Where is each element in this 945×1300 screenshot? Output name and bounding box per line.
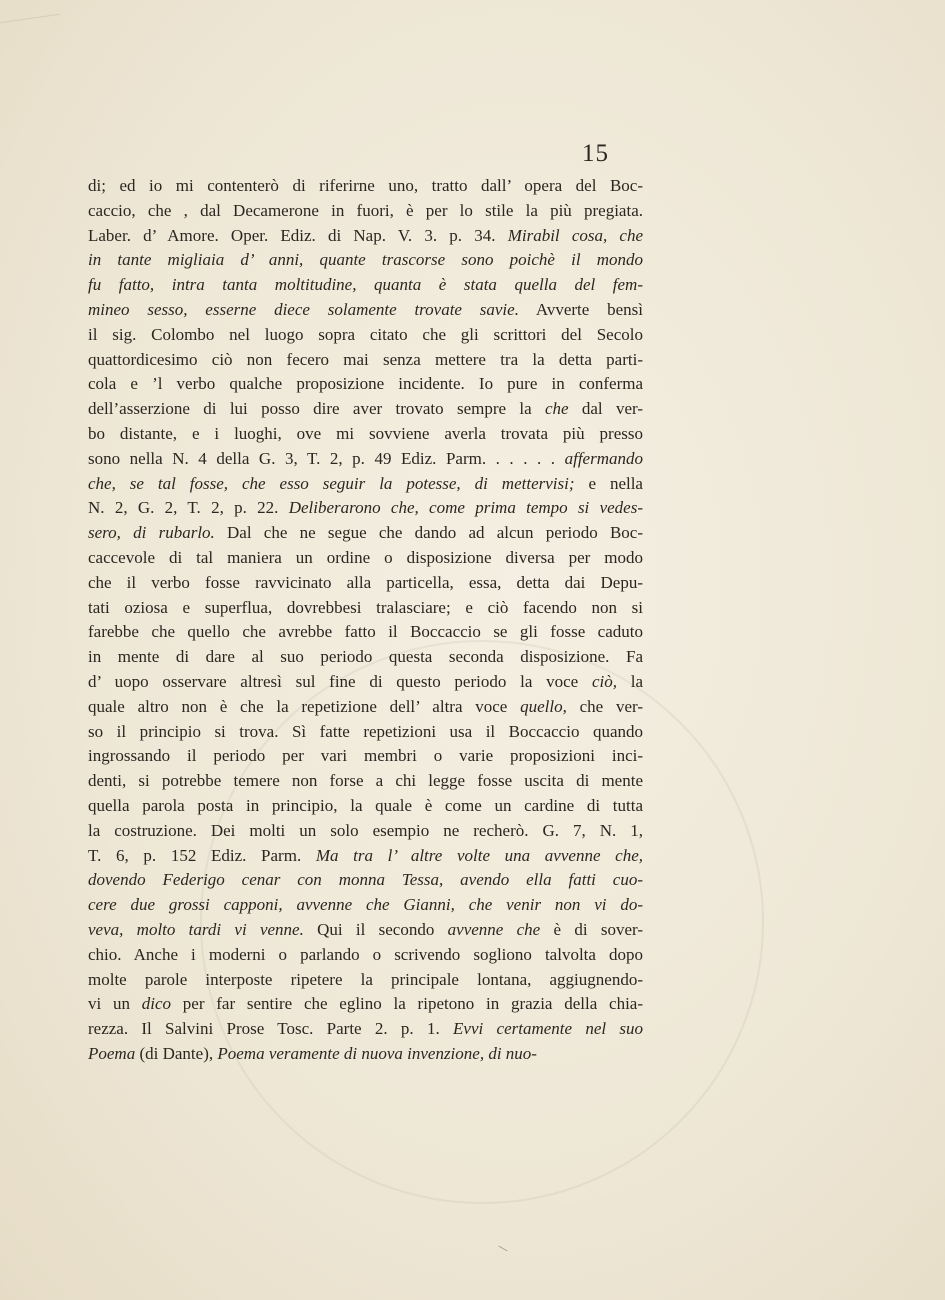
text-line [88,868,643,893]
text-line [88,844,643,869]
italic-quote-segment: quello [520,696,563,716]
text-segment: T. 6, p. 152 Ediz. Parm. [88,845,316,865]
text-segment: il sig. Colombo nel luogo sopra citato che gli scrittori del Secolo [88,324,643,344]
text-line [88,472,643,497]
italic-quote-segment: mineo sesso, esserne diece solamente trovate savie. [88,299,519,319]
text-segment: cola e ’l verbo qualche proposizione incidente. Io pure in conferma [88,374,643,394]
text-line [88,596,643,621]
text-line [88,546,643,571]
italic-quote-segment: Mirabil cosa, che [507,225,643,245]
page-number: 15 [582,140,609,167]
text-segment: per far sentire che eglino la ripetono in grazia della chia- [171,994,643,1014]
text-line [88,422,643,447]
italic-quote-segment: sero, di rubarlo. [88,523,215,543]
text-segment: N. 2, G. 2, T. 2, p. 22. [88,498,289,518]
text-line [88,744,643,769]
text-line [88,992,643,1017]
text-line [88,298,643,323]
text-segment: è di sover- [540,919,643,939]
text-line [88,521,643,546]
text-line [88,720,643,745]
text-segment: (di Dante), [135,1043,218,1063]
text-segment: la costruzione. Dei molti un solo esempio ne recherò. G. 7, N. 1, [88,820,643,840]
text-segment: quella parola posta in principio, la quale è come un cardine di tutta [88,795,643,815]
text-segment: di; ed io mi contenterò di riferirne uno, tratto dall’ opera del Boc- [88,176,643,195]
text-segment: la [616,671,643,691]
text-line [88,199,643,224]
text-line [88,943,643,968]
page-mark [498,1246,507,1252]
text-segment: quale altro non è che la repetizione dell’ altra voce [88,696,521,716]
text-line [88,323,643,348]
text-segment: e nella [574,473,643,493]
text-segment: denti, si potrebbe temere non forse a chi legge fosse uscita di mente [88,771,643,791]
italic-quote-segment: fu fatto, intra tanta moltitudine, quanta è stata quella del fem- [88,275,643,295]
text-segment: Laber. d’ Amore. Oper. Ediz. di Nap. V. 3. p. 34. [88,225,508,245]
text-segment: in mente di dare al suo periodo questa seconda disposizione. Fa [88,647,643,667]
italic-quote-segment: avvenne che [447,919,541,939]
italic-quote-segment: che, se tal fosse, che esso seguir la potesse, di mettervisi; [88,473,575,493]
text-segment: caccio, che , dal Decamerone in fuori, è per lo stile la più pregiata. [88,200,643,220]
italic-quote-segment: affermando [564,448,643,468]
text-segment: , che ver- [562,696,643,716]
text-line [88,348,643,373]
text-segment: farebbe che quello che avrebbe fatto il Boccaccio se gli fosse caduto [88,622,643,642]
text-segment: bo distante, e i luoghi, ove mi sovviene averla trovata più presso [88,423,643,443]
text-line [88,695,643,720]
text-line [88,819,643,844]
text-line [88,918,643,943]
text-line [88,794,643,819]
text-line [88,893,643,918]
italic-quote-segment: che [544,399,569,419]
text-segment: sono nella N. 4 della G. 3, T. 2, p. 49 Ediz. Parm. . . . . . [88,448,565,468]
text-segment: tati oziosa e superflua, dovrebbesi tralasciare; e ciò facendo non si [88,597,643,617]
italic-quote-segment: cere due grossi capponi, avvenne che Gianni, che venir non vi do- [88,895,643,915]
text-line [88,372,643,397]
text-segment: quattordicesimo ciò non fecero mai senza mettere tra la detta parti- [88,349,643,369]
text-line [88,447,643,472]
italic-quote-segment: dovendo Federigo cenar con monna Tessa, avendo ella fatti cuo- [88,870,643,890]
italic-quote-segment: Poema [88,1043,136,1063]
italic-quote-segment: Ma tra l’ altre volte una avvenne che, [315,845,643,865]
italic-quote-segment: ciò, [591,671,617,691]
italic-quote-segment: veva, molto tardi vi venne. [88,919,304,939]
text-line [88,496,643,521]
text-segment: ingrossando il periodo per vari membri o varie proposizioni inci- [88,746,643,766]
text-line [88,224,643,249]
text-line [88,1042,643,1067]
text-segment: vi un [88,994,142,1014]
text-segment: caccevole di tal maniera un ordine o disposizione diversa per modo [88,547,643,567]
text-segment: rezza. Il Salvini Prose Tosc. Parte 2. p. 1. [88,1019,454,1039]
text-line [88,670,643,695]
italic-quote-segment: Deliberarono che, come prima tempo si vedes- [288,498,643,518]
text-line [88,397,643,422]
italic-quote-segment: in tante migliaia d’ anni, quante trascorse sono poichè il mondo [88,250,643,270]
text-line [88,273,643,298]
text-line [88,620,643,645]
italic-quote-segment: Evvi certamente nel suo [453,1019,643,1039]
text-line [88,248,643,273]
text-line [88,968,643,993]
text-segment: Dal che ne segue che dando ad alcun periodo Boc- [214,523,643,543]
text-segment: so il principio si trova. Sì fatte repetizioni usa il Boccaccio quando [88,721,643,741]
text-segment: dal ver- [568,399,643,419]
text-segment: molte parole interposte ripetere la principale lontana, aggiugnendo- [88,969,643,989]
text-line [88,1017,643,1042]
body-text [88,174,643,1067]
text-segment: Qui il secondo [303,919,448,939]
text-segment: che il verbo fosse ravvicinato alla particella, essa, detta dai Depu- [88,572,643,592]
corner-fold-mark [0,0,60,23]
text-segment: dell’asserzione di lui posso dire aver trovato sempre la [88,399,545,419]
text-line [88,571,643,596]
text-segment: d’ uopo osservare altresì sul fine di questo periodo la voce [88,671,592,691]
text-line [88,645,643,670]
text-line [88,174,643,199]
italic-quote-segment: dico [141,994,172,1014]
text-line [88,769,643,794]
text-segment: chio. Anche i moderni o parlando o scrivendo sogliono talvolta dopo [88,944,643,964]
italic-quote-segment: Poema veramente di nuova invenzione, di nuo- [217,1043,537,1063]
text-segment: Avverte bensì [518,299,643,319]
